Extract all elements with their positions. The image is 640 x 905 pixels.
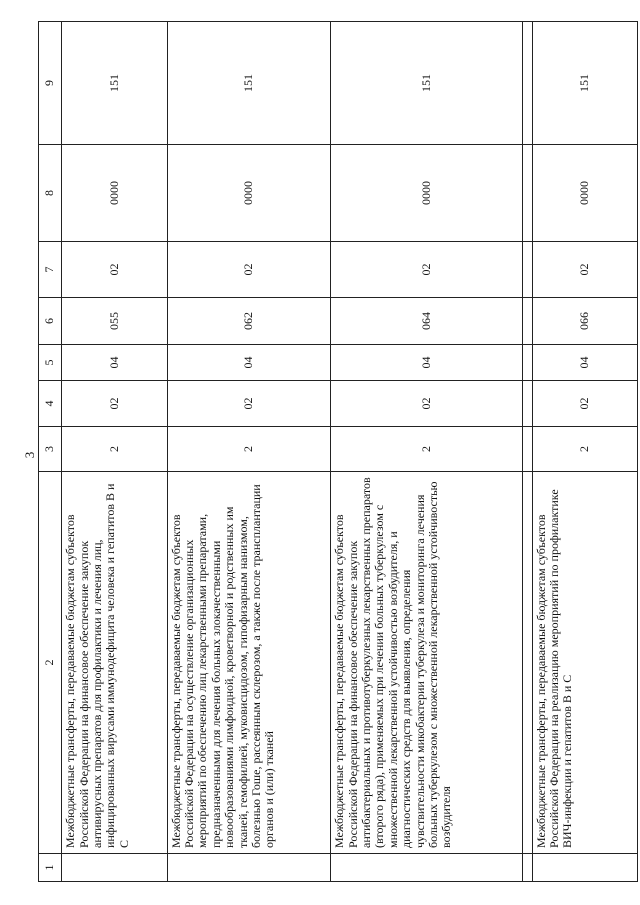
code-cell: 02 [331, 381, 523, 427]
separator-cell [523, 242, 532, 298]
column-header: 5 [39, 345, 62, 381]
separator-cell [523, 381, 532, 427]
code-cell: 04 [62, 345, 167, 381]
row-number-cell [62, 854, 167, 882]
code-cell: 062 [167, 298, 330, 345]
table-row [167, 22, 330, 882]
row-number-cell [532, 854, 638, 882]
page-number: 3 [22, 451, 37, 459]
column-header: 4 [39, 381, 62, 427]
column-header: 3 [39, 427, 62, 472]
code-cell: 02 [532, 242, 638, 298]
code-cell: 0000 [167, 145, 330, 242]
budget-classification-table [38, 21, 638, 882]
description-cell: Межбюджетные трансферты, передаваемые бюджетам субъектов Российской Федерации на финансовое обеспечение закупок антивирусных препаратов для профилактики и лечения лиц, инфицированных вирусами иммунодефицита человека и гепатитов В и С [62, 472, 167, 854]
rotated-table-wrapper [38, 22, 638, 882]
code-cell: 0000 [532, 145, 638, 242]
table-row [331, 22, 523, 882]
code-cell: 02 [62, 381, 167, 427]
code-cell: 04 [331, 345, 523, 381]
column-header: 8 [39, 145, 62, 242]
separator-cell [523, 472, 532, 854]
separator-cell [523, 298, 532, 345]
row-number-cell [331, 854, 523, 882]
table-header-row [39, 22, 62, 882]
code-cell: 151 [331, 22, 523, 145]
code-cell: 151 [62, 22, 167, 145]
code-cell: 2 [331, 427, 523, 472]
code-cell: 02 [532, 381, 638, 427]
code-cell: 02 [167, 242, 330, 298]
code-cell: 064 [331, 298, 523, 345]
column-header: 9 [39, 22, 62, 145]
code-cell: 055 [62, 298, 167, 345]
separator-cell [523, 22, 532, 145]
description-cell: Межбюджетные трансферты, передаваемые бюджетам субъектов Российской Федерации на реализацию мероприятий по профилактике ВИЧ-инфекции и гепатитов В и С [532, 472, 638, 854]
code-cell: 066 [532, 298, 638, 345]
column-header: 6 [39, 298, 62, 345]
column-header: 7 [39, 242, 62, 298]
code-cell: 0000 [331, 145, 523, 242]
code-cell: 0000 [62, 145, 167, 242]
row-separator [523, 22, 532, 882]
code-cell: 02 [331, 242, 523, 298]
code-cell: 151 [532, 22, 638, 145]
table-row [532, 22, 638, 882]
separator-cell [523, 145, 532, 242]
code-cell: 04 [532, 345, 638, 381]
description-cell: Межбюджетные трансферты, передаваемые бюджетам субъектов Российской Федерации на осуществление организационных мероприятий по обеспечению лиц лекарственными препаратами, предназначенными для лечения больных злокачественными новообразованиями лимфоидной, кроветворной и родственных им тканей, гемофилией, муковисцидозом, гипофизарным нанизмом, болезнью Гоше, рассеянным склерозом, а также после трансплантации органов и (или) тканей [167, 472, 330, 854]
code-cell: 02 [167, 381, 330, 427]
separator-cell [523, 345, 532, 381]
code-cell: 2 [167, 427, 330, 472]
code-cell: 151 [167, 22, 330, 145]
table-row [62, 22, 167, 882]
code-cell: 04 [167, 345, 330, 381]
column-header: 1 [39, 854, 62, 882]
description-cell: Межбюджетные трансферты, передаваемые бюджетам субъектов Российской Федерации на финансовое обеспечение закупок антибактериальных и противотуберкулезных лекарственных препаратов (второго ряда), применяемых при лечении больных туберкулезом с множественной лекарственной устойчивостью возбудителя, и диагностических средств для выявления, определения чувствительности микобактерии туберкулеза и мониторинга лечения больных туберкулезом с множественной лекарственной устойчивостью возбудителя [331, 472, 523, 854]
separator-cell [523, 427, 532, 472]
code-cell: 2 [532, 427, 638, 472]
code-cell: 2 [62, 427, 167, 472]
code-cell: 02 [62, 242, 167, 298]
separator-cell [523, 854, 532, 882]
column-header: 2 [39, 472, 62, 854]
row-number-cell [167, 854, 330, 882]
